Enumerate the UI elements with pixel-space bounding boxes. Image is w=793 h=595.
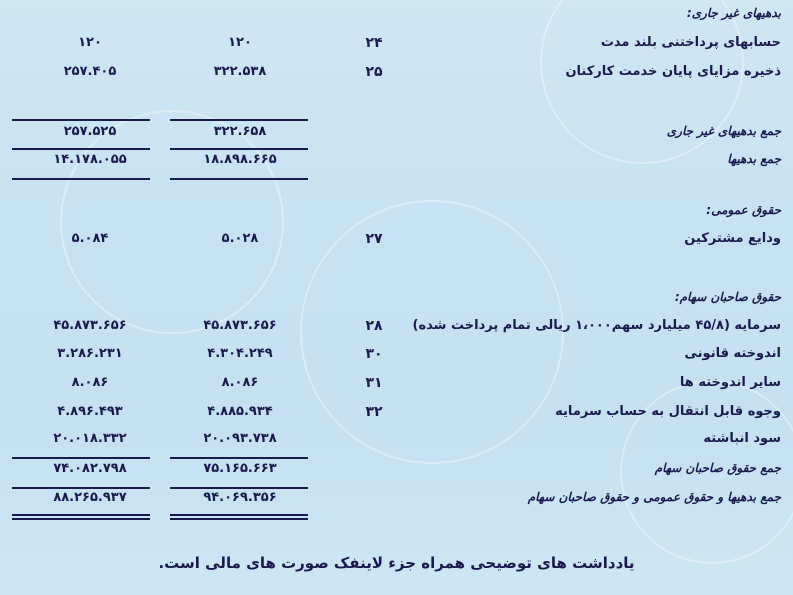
table-row [0,6,793,28]
total-rule [170,178,308,180]
row-label: جمع بدهیها و حقوق عمومی و حقوق صاحبان سهام [527,490,781,504]
subtotal-rule [170,119,308,121]
value-prior: ۳.۲۸۶.۲۳۱ [57,346,123,361]
note-number: ۳۱ [365,375,383,391]
table-row [0,203,793,225]
value-current: ۲۰.۰۹۳.۷۳۸ [203,431,277,446]
subtotal-rule [12,119,150,121]
value-prior: ۵.۰۸۴ [71,231,109,246]
note-number: ۲۸ [365,318,383,334]
table-row [0,231,793,253]
total-rule [170,514,308,516]
row-label: حقوق عمومی: [706,203,781,217]
row-label: جمع حقوق صاحبان سهام [654,461,781,475]
table-row [0,375,793,397]
value-current: ۹۴.۰۶۹.۳۵۶ [203,490,277,505]
row-label: وجوه قابل انتقال به حساب سرمایه [555,404,781,419]
note-number: ۲۵ [365,64,383,80]
row-label: جمع بدهیهای غیر جاری [666,124,781,138]
table-row [0,404,793,426]
total-rule [170,518,308,520]
row-label: سود انباشته [703,431,781,446]
value-prior: ۸.۰۸۶ [71,375,109,390]
value-current: ۴.۸۸۵.۹۳۴ [207,404,273,419]
value-current: ۱۸.۸۹۸.۶۶۵ [203,152,277,167]
subtotal-rule [12,457,150,459]
row-label: بدهیهای غیر جاری: [686,6,781,20]
row-label: اندوخته قانونی [684,346,781,361]
table-row [0,290,793,312]
row-label: حقوق صاحبان سهام: [674,290,781,304]
value-prior: ۷۴.۰۸۲.۷۹۸ [53,461,127,476]
value-current: ۴.۳۰۴.۲۴۹ [207,346,273,361]
value-prior: ۲۵۷.۵۲۵ [63,124,117,139]
table-row [0,35,793,57]
footer-note: یادداشت های توضیحی همراه جزء لاینفک صورت های مالی است. [158,554,635,572]
row-label: ودایع مشترکین [684,231,781,246]
value-current: ۴۵.۸۷۳.۶۵۶ [203,318,277,333]
table-row [0,124,793,146]
subtotal-rule [170,487,308,489]
value-prior: ۸۸.۲۶۵.۹۳۷ [53,490,127,505]
row-label: جمع بدهیها [727,152,781,166]
value-current: ۱۲۰ [228,35,252,50]
note-number: ۲۴ [365,35,383,51]
value-prior: ۲۰.۰۱۸.۳۳۲ [53,431,127,446]
table-row [0,318,793,340]
table-row [0,490,793,512]
note-number: ۳۰ [365,346,383,362]
total-rule [12,518,150,520]
value-prior: ۱۴.۱۷۸.۰۵۵ [53,152,127,167]
total-rule [12,514,150,516]
table-row [0,431,793,453]
value-prior: ۴.۸۹۶.۴۹۳ [57,404,123,419]
value-current: ۵.۰۲۸ [221,231,259,246]
subtotal-rule [12,487,150,489]
subtotal-rule [170,457,308,459]
table-row [0,461,793,483]
row-label: حسابهای پرداختنی بلند مدت [600,35,781,50]
note-number: ۲۷ [365,231,383,247]
value-prior: ۱۲۰ [78,35,102,50]
value-current: ۸.۰۸۶ [221,375,259,390]
row-label: ذخیره مزایای پایان خدمت کارکنان [565,64,781,79]
value-prior: ۴۵.۸۷۳.۶۵۶ [53,318,127,333]
table-row [0,64,793,86]
row-label: سایر اندوخته ها [679,375,781,390]
note-number: ۳۲ [365,404,383,420]
value-prior: ۲۵۷.۴۰۵ [63,64,117,79]
table-row [0,346,793,368]
value-current: ۷۵.۱۶۵.۶۶۳ [203,461,277,476]
subtotal-rule [12,148,150,150]
row-label: سرمایه (۴۵/۸ میلیارد سهم۱،۰۰۰ ریالی تمام پرداخت شده) [412,318,781,333]
table-row [0,152,793,174]
value-current: ۳۲۲.۶۵۸ [213,124,267,139]
total-rule [12,178,150,180]
subtotal-rule [170,148,308,150]
value-current: ۳۲۲.۵۳۸ [213,64,267,79]
